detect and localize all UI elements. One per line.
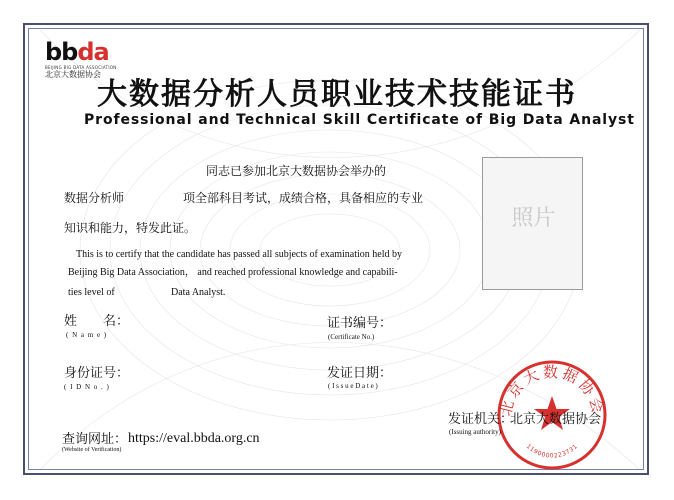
body-en-line1: This is to certify that the candidate has passed all subjects of examination held by xyxy=(76,249,403,260)
body-en-line3-a: ties level of xyxy=(68,287,115,298)
certificate-no-label-cn: 证书编号： xyxy=(327,316,393,331)
logo-subtitle-en: BEIJING BIG DATA ASSOCIATION xyxy=(45,65,117,70)
logo-mark-bb: bb xyxy=(45,38,78,66)
authority-value: 北京大数据协会 xyxy=(510,412,602,427)
svg-text:1190000223731 xyxy=(525,443,580,460)
body-cn-line2-level: 数据分析师 xyxy=(64,191,125,205)
authority-label-cn: 发证机关： xyxy=(448,412,514,427)
body-cn-line1: 同志已参加北京大数据协会举办的 xyxy=(206,164,387,178)
certificate-title-cn: 大数据分析人员职业技术技能证书 xyxy=(97,77,577,112)
id-label-cn: 身份证号： xyxy=(64,366,130,381)
body-en-line2: Beijing Big Data Association， and reached professional knowledge and capabili- xyxy=(68,267,398,278)
issue-date-label-cn: 发证日期： xyxy=(327,366,393,381)
name-label-en: ( N a m e ) xyxy=(66,331,108,339)
photo-label: 照片 xyxy=(511,206,556,231)
photo-placeholder xyxy=(482,157,583,290)
logo-subtitle-cn: 北京大数据协会 xyxy=(45,70,101,79)
website-value: https://eval.bbda.org.cn xyxy=(128,431,260,446)
bbda-logo xyxy=(45,40,115,80)
body-cn-line2: 项全部科目考试，成绩合格，具备相应的专业 xyxy=(183,191,424,205)
body-en-line3-b: Data Analyst. xyxy=(171,287,226,298)
website-label-cn: 查询网址： xyxy=(62,432,128,447)
logo-mark xyxy=(45,40,115,64)
body-cn-line3: 知识和能力，特发此证。 xyxy=(64,221,197,235)
authority-label-en: (Issuing authority) xyxy=(449,428,501,436)
name-label-cn: 姓 名： xyxy=(64,314,130,329)
website-label-en: (Website of Verification) xyxy=(62,447,122,453)
seal-text: 北京大数据协会 xyxy=(496,362,608,418)
seal-number: 1190000223731 xyxy=(524,442,580,460)
issue-date-label-en: ( I s s u e D a t e ) xyxy=(328,382,378,390)
logo-mark-da: da xyxy=(77,38,109,66)
certificate-no-label-en: (Certificate No.) xyxy=(328,333,375,341)
id-label-en: ( I D N o . ) xyxy=(64,383,110,391)
certificate-title-en: Professional and Technical Skill Certificate of Big Data Analyst xyxy=(84,112,635,128)
